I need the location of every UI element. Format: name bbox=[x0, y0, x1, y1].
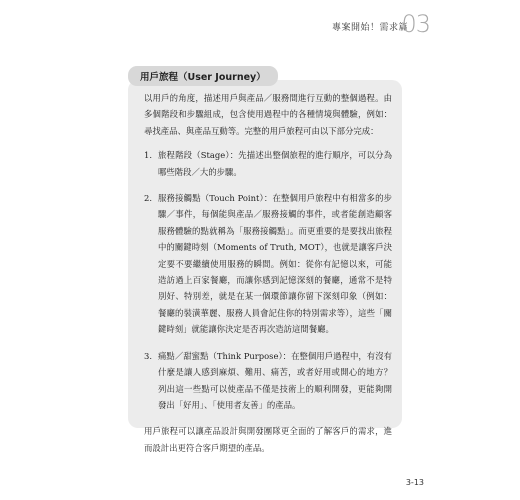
section-title-tab: 用戶旅程（User Journey） bbox=[128, 66, 278, 86]
list-item-number: 2. bbox=[144, 193, 152, 204]
list-item-stage bbox=[144, 147, 392, 180]
list-item-touch-point bbox=[144, 190, 392, 338]
chapter-label: 專案開始！需求篇 bbox=[331, 23, 408, 33]
list-item-pain-point bbox=[144, 348, 392, 414]
intro-paragraph: 以用戶的角度，描述用戶與產品／服務間進行互動的整個過程。由多個階段和步驟組成，包含使用過程中的各種情境與體驗，例如：尋找產品、與產品互動等。完整的用戶旅程可由以下部分完成： bbox=[144, 93, 392, 136]
list-item-text: 痛點／甜蜜點（Think Purpose）：在整個用戶過程中，有沒有什麼是讓人感到麻煩、難用、痛苦，或者好用或開心的地方？列出這一些點可以使產品不僅是技術上的順利開發，更能夠開發出「好用」、「使用者友善」的產品。 bbox=[158, 350, 392, 410]
list-item-text: 旅程階段（Stage）：先描述出整個旅程的進行順序，可以分為哪些階段／大的步驟。 bbox=[158, 150, 392, 177]
list-item-text: 服務接觸點（Touch Point）：在整個用戶旅程中有相當多的步驟／事件，每個能與產品／服務接觸的事件，或者能創造顧客服務體驗的點就稱為「服務接觸點」。而更重要的是要找出旅程中的關鍵時刻（Moments of Truth, MOT），也就是讓客戶決定要不要繼續使用服務的瞬間。例如：從你有記憶以來，可能造訪過上百家餐廳，而讓你感到記憶深刻的餐廳，通常不是特別好、特別差，就是在某一個環節讓你留下深刻印象（例如：餐廳的裝潢華麗、服務人員會記住你的特別需求等），這些「關鍵時刻」就能讓你決定是否再次造訪這間餐廳。 bbox=[158, 193, 392, 335]
conclusion-paragraph: 用戶旅程可以讓產品設計與開發團隊更全面的了解客戶的需求，進而設計出更符合客戶期望的產品。 bbox=[144, 426, 392, 453]
page-number: 3-13 bbox=[405, 478, 424, 487]
page-header bbox=[0, 10, 520, 40]
section-content bbox=[144, 90, 392, 456]
list-item-number: 1. bbox=[144, 150, 152, 161]
chapter-number: 03 bbox=[401, 10, 430, 38]
list-item-number: 3. bbox=[144, 350, 152, 361]
component-list bbox=[144, 147, 392, 413]
